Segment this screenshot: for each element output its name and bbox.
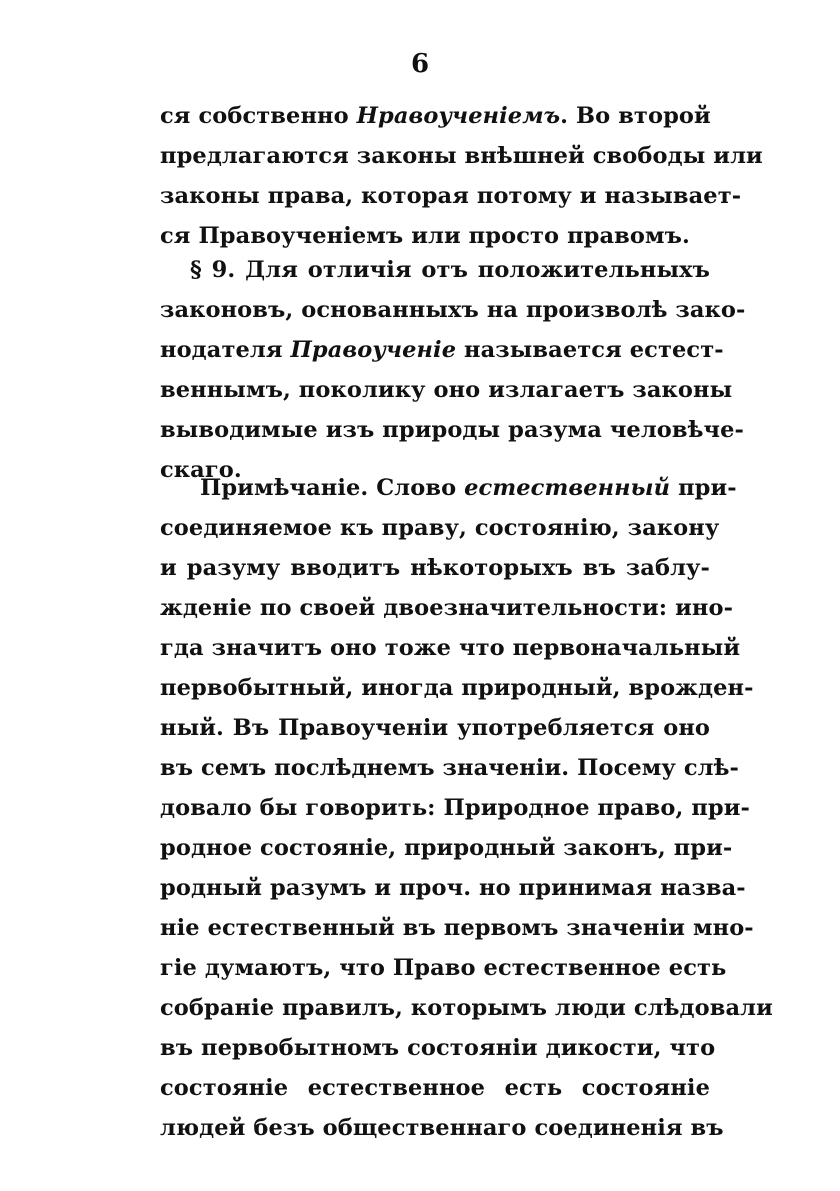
text-run: родный разумъ и проч. но принимая назва- — [160, 875, 746, 901]
text-run: предлагаются законы внѣшней свободы или — [160, 143, 763, 169]
text-line — [160, 136, 763, 176]
text-line — [160, 908, 754, 948]
text-line — [160, 788, 750, 828]
text-line — [160, 708, 710, 748]
text-line — [160, 176, 742, 216]
text-line — [160, 868, 746, 908]
text-run: ся Правоученіемъ или просто правомъ. — [160, 223, 690, 249]
text-line — [160, 290, 746, 330]
text-run: и разуму вводитъ нѣкоторыхъ въ заблу- — [160, 555, 710, 581]
italic-term: естественный — [464, 475, 671, 501]
text-run: гда значитъ оно тоже что первоначальный — [160, 635, 741, 661]
text-run: выводимые изъ природы разума человѣче- — [160, 417, 744, 443]
text-line — [160, 828, 733, 868]
text-run: въ семъ послѣднемъ значеніи. Посему слѣ- — [160, 755, 739, 781]
text-run: ный. Въ Правоученіи употребляется оно — [160, 715, 710, 741]
text-line — [160, 1028, 716, 1068]
italic-term: Правоученіе — [290, 337, 457, 363]
paragraph-1 — [160, 96, 763, 256]
text-run: § 9. Для отличія отъ положительныхъ — [190, 257, 710, 283]
text-run: . Во второй — [560, 103, 711, 129]
text-run: Примѣчаніе. Слово — [200, 475, 465, 501]
text-line — [160, 330, 724, 370]
text-run: въ первобытномъ состояніи дикости, что — [160, 1035, 716, 1061]
text-line — [160, 370, 733, 410]
text-run: скаго. — [160, 457, 242, 483]
text-run: веннымъ, поколику оно излагаетъ законы — [160, 377, 733, 403]
text-line — [160, 1108, 724, 1148]
text-run: ся собственно — [160, 103, 357, 129]
text-run: законы права, которая потому и называет- — [160, 183, 742, 209]
text-run: довало бы говорить: Природное право, при- — [160, 795, 750, 821]
text-run: нодателя — [160, 337, 291, 363]
text-line — [160, 96, 710, 136]
text-run: состояніе естественное есть состояніе — [160, 1075, 710, 1101]
text-run: называется естест- — [456, 337, 724, 363]
text-run: ніе естественный въ первомъ значеніи мно- — [160, 915, 754, 941]
text-line — [160, 410, 744, 450]
text-run: жденіе по своей двоезначительности: ино- — [160, 595, 734, 621]
text-line — [160, 250, 710, 290]
text-line — [160, 548, 710, 588]
text-run: родное состояніе, природный законъ, при- — [160, 835, 733, 861]
text-line — [160, 628, 741, 668]
text-line — [160, 988, 773, 1028]
text-run: людей безъ общественнаго соединенія въ — [160, 1115, 724, 1141]
paragraph-section-9 — [160, 250, 746, 490]
page-number: 6 — [410, 49, 430, 79]
text-line — [160, 468, 737, 508]
text-line — [160, 948, 727, 988]
text-run: законовъ, основанныхъ на произволѣ зако- — [160, 297, 746, 323]
text-line — [160, 508, 720, 548]
text-run: собраніе правилъ, которымъ люди слѣдовали — [160, 995, 773, 1021]
text-run: соединяемое къ праву, состоянію, закону — [160, 515, 720, 541]
text-run: при- — [670, 475, 737, 501]
text-line — [160, 668, 754, 708]
text-line — [160, 748, 739, 788]
text-run: гіе думаютъ, что Право естественное есть — [160, 955, 727, 981]
note-paragraph — [160, 468, 773, 1148]
text-line — [160, 1068, 710, 1108]
text-line — [160, 588, 734, 628]
text-run: первобытный, иногда природный, врожден- — [160, 675, 754, 701]
italic-term: Нравоученіемъ — [356, 103, 561, 129]
